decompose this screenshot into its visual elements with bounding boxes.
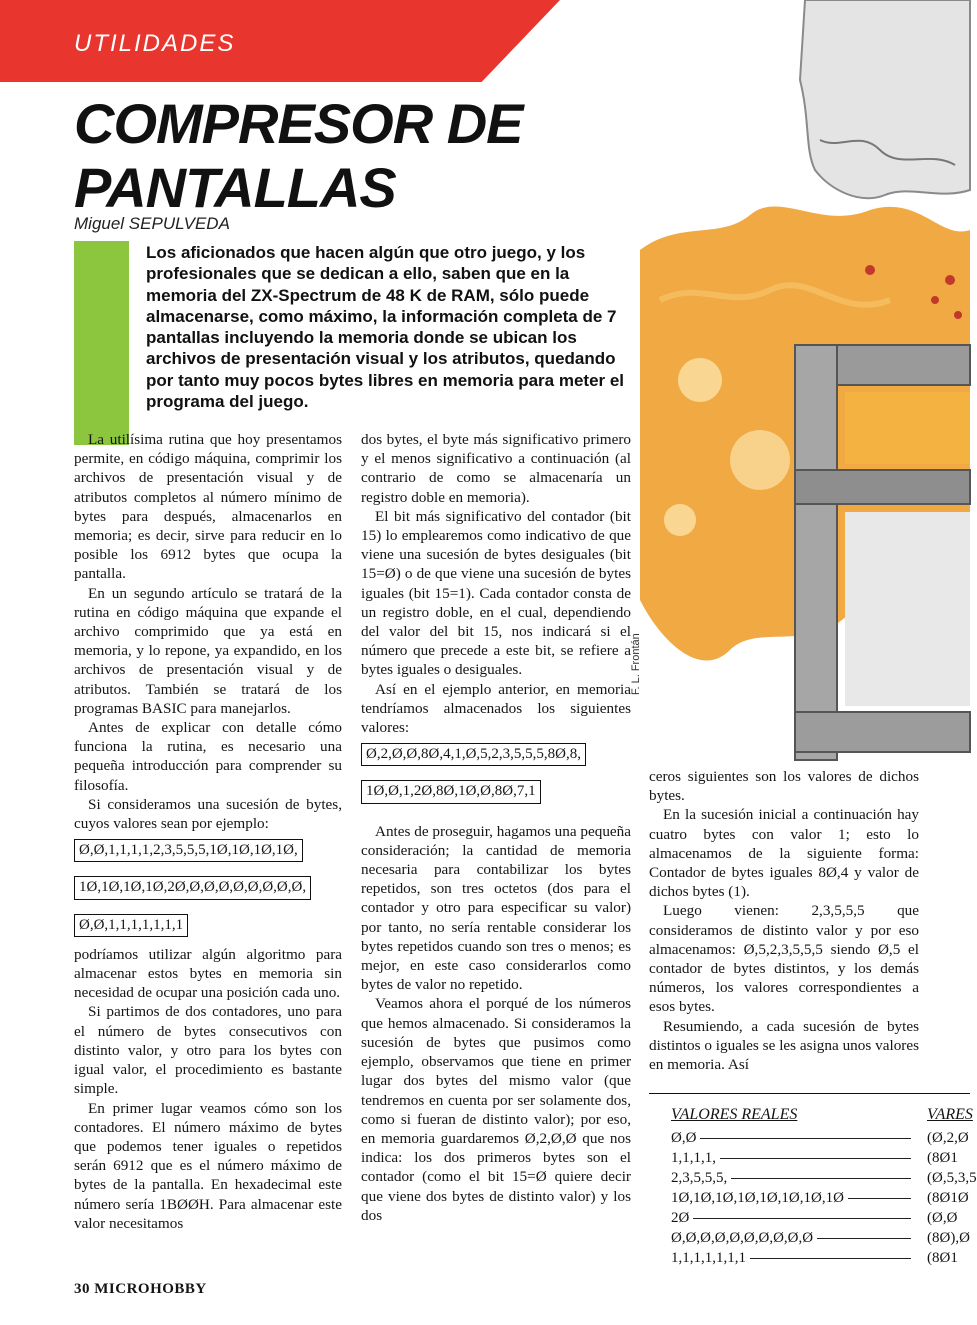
illustration-credit: F. L. Frontán [630, 633, 642, 695]
column-3 [649, 767, 919, 1074]
col1-paragraph: podríamos utilizar algún algoritmo para almacenar estos bytes en memoria sin necesidad de ocupar una posición cada uno. [74, 945, 342, 1002]
title-line-1: COMPRESOR DE [74, 92, 523, 155]
column-1 [74, 430, 342, 1233]
intro-paragraph: Los aficionados que hacen algún que otro juego, y los profesionales que se dedican a ello, saben que en la memoria del ZX-Spectrum de 48 K de RAM, sólo puede almacenarse, como máximo, la información completa de 7 pantallas incluyendo la memoria donde se ubican los archivos de presentación visual y los atributos, quedando por tanto muy pocos bytes libres en memoria para meter el programa del juego. [146, 243, 625, 412]
title-line-2: PANTALLAS [74, 156, 396, 219]
page-footer: 30 MICROHOBBY [74, 1281, 207, 1297]
col2-paragraph: El bit más significativo del contador (bit 15) lo emplearemos como indicativo de que viene una sucesión de bytes desiguales (bit 15=Ø) o de que viene una sucesión de bytes iguales (bit 15=1). Cada contador consta de un registro doble, en el cual, dependiendo del valor del bit 15, nos indicará si el número que precede a este bit, se refiere a bytes iguales o desiguales. [361, 507, 631, 679]
col2-paragraph: Antes de proseguir, hagamos una pequeña consideración; la cantidad de memoria necesaria para contabilizar los bytes repetidos, son tres octetos (dos para el contador y otro para especificar su valor) por tanto, no sería rentable considerar los bytes repetidos cuando son tres o menos; es mejor, en este caso considerarlos como bytes de valor no repetido. [361, 822, 631, 994]
col1-paragraph: Si consideramos una sucesión de bytes, cuyos valores sean por ejemplo: [74, 795, 342, 833]
table-row [671, 1130, 911, 1147]
byte-sequence-box: Ø,Ø,1,1,1,1,1,1,1 [74, 914, 188, 937]
table-cell-right: (8Ø1Ø [927, 1190, 969, 1206]
table-cell-right: (8Ø),Ø [927, 1230, 970, 1246]
illustration-svg [640, 0, 970, 760]
byte-sequence-box: 1Ø,1Ø,1Ø,1Ø,2Ø,Ø,Ø,Ø,Ø,Ø,Ø,Ø,Ø, [74, 876, 311, 899]
table-row [671, 1190, 911, 1207]
col2-paragraph: Veamos ahora el porqué de los números que hemos almacenado. Si consideramos la sucesión de bytes que pusimos como ejemplo, observamos que tiene en primer lugar dos bytes del mismo valor (que tendremos en cuenta por ser solamente dos, como si fueran de distinto valor); por eso, en memoria guardaremos Ø,2,Ø,Ø que nos indica: los dos primeros bytes son el contador (como el bit 15=Ø quiere decir que viene dos bytes de distinto valor) y los dos [361, 995, 631, 1224]
col3-paragraph: En la sucesión inicial a continuación hay cuatro bytes con valor 1; esto lo almacenamos de la siguiente forma: Contador de bytes iguales 8Ø,4 y valor de dichos bytes (1). [649, 806, 919, 901]
table-cell-right: (Ø,5,3,5 [927, 1170, 977, 1186]
column-2 [361, 430, 631, 1225]
col1-paragraph: En un segundo artículo se tratará de la rutina en código máquina que expande el archivo comprimido que ya está en memoria, y lo repone, ya expandido, en los archivos de presentación visual y de atributos. También se tratará de los programas BASIC para manejarlos. [74, 584, 342, 717]
table-row [671, 1230, 911, 1247]
table-cell-left: 1Ø,1Ø,1Ø,1Ø,1Ø,1Ø,1Ø,1Ø [671, 1190, 844, 1206]
values-table [649, 1093, 977, 1274]
table-cell-right: (Ø,2,Ø [927, 1130, 969, 1146]
table-cell-right: (8Ø1 [927, 1150, 958, 1166]
table-cell-right: (Ø,Ø [927, 1210, 958, 1226]
table-row [671, 1150, 911, 1167]
section-label: UTILIDADES [74, 30, 236, 57]
table-cell-left: 1,1,1,1, [671, 1150, 716, 1166]
table-row [671, 1170, 911, 1187]
table-row [671, 1250, 911, 1267]
col3-paragraph: ceros siguientes son los valores de dichos bytes. [649, 768, 919, 805]
byte-sequence-box: Ø,2,Ø,Ø,8Ø,4,1,Ø,5,2,3,5,5,5,8Ø,8, [361, 743, 586, 766]
intro-accent-bar [74, 241, 129, 445]
author-byline: Miguel SEPULVEDA [74, 214, 230, 233]
col2-paragraph: Así en el ejemplo anterior, en memoria tendríamos almacenados los siguientes valores: [361, 680, 631, 737]
table-cell-left: 1,1,1,1,1,1,1 [671, 1250, 746, 1266]
col2-paragraph: dos bytes, el byte más significativo primero y el menos significativo a continuación (al contrario de como se almacenaría un registro doble en memoria). [361, 431, 631, 506]
col3-paragraph: Luego vienen: 2,3,5,5,5 que consideramos de distinto valor y por eso almacenamos: Ø,5,2,3,5,5,5 siendo Ø,5 el contador de bytes distintos, y los demás números, los valores correspondientes a esos bytes. [649, 902, 919, 1016]
byte-sequence-box: 1Ø,Ø,1,2Ø,8Ø,1Ø,Ø,8Ø,7,1 [361, 780, 541, 803]
col1-paragraph: En primer lugar veamos cómo son los contadores. El número máximo de bytes que podemos tener iguales o repetidos serán 6912 que es el número máximo de bytes de la pantalla. En hexadecimal este número sería 1BØØH. Para almacenar este valor necesitamos [74, 1099, 342, 1232]
col3-paragraph: Resumiendo, a cada sucesión de bytes distintos o iguales se les asigna unos valores en memoria. Así [649, 1017, 919, 1074]
table-cell-left: 2Ø [671, 1210, 690, 1226]
col1-paragraph: Antes de explicar con detalle cómo funciona la rutina, es necesario una pequeña introducción para comprender su filosofía. [74, 719, 342, 794]
col1-paragraph: La utilísima rutina que hoy presentamos permite, en código máquina, comprimir los archivos de presentación visual y de atributos completos al número mínimo de bytes para después, almacenarlos en memoria; es decir, sirve para reducir en lo posible los 6912 bytes que ocupa la pantalla. [74, 431, 342, 583]
table-cell-left: 2,3,5,5,5, [671, 1170, 728, 1186]
article-illustration [640, 0, 970, 760]
table-cell-left: Ø,Ø [671, 1130, 697, 1146]
table-cell-left: Ø,Ø,Ø,Ø,Ø,Ø,Ø,Ø,Ø,Ø [671, 1230, 814, 1246]
byte-sequence-box: Ø,Ø,1,1,1,1,2,3,5,5,5,1Ø,1Ø,1Ø,1Ø, [74, 839, 303, 862]
table-cell-right: (8Ø1 [927, 1250, 958, 1266]
table-header-left: VALORES REALES [671, 1106, 798, 1123]
col1-paragraph: Si partimos de dos contadores, uno para el número de bytes consecutivos con distinto valor, y otro para los bytes con igual valor, el procedimiento es bastante simple. [74, 1003, 342, 1098]
table-header-right: VARES [927, 1106, 973, 1123]
table-row [671, 1210, 911, 1227]
article-title [74, 92, 634, 220]
